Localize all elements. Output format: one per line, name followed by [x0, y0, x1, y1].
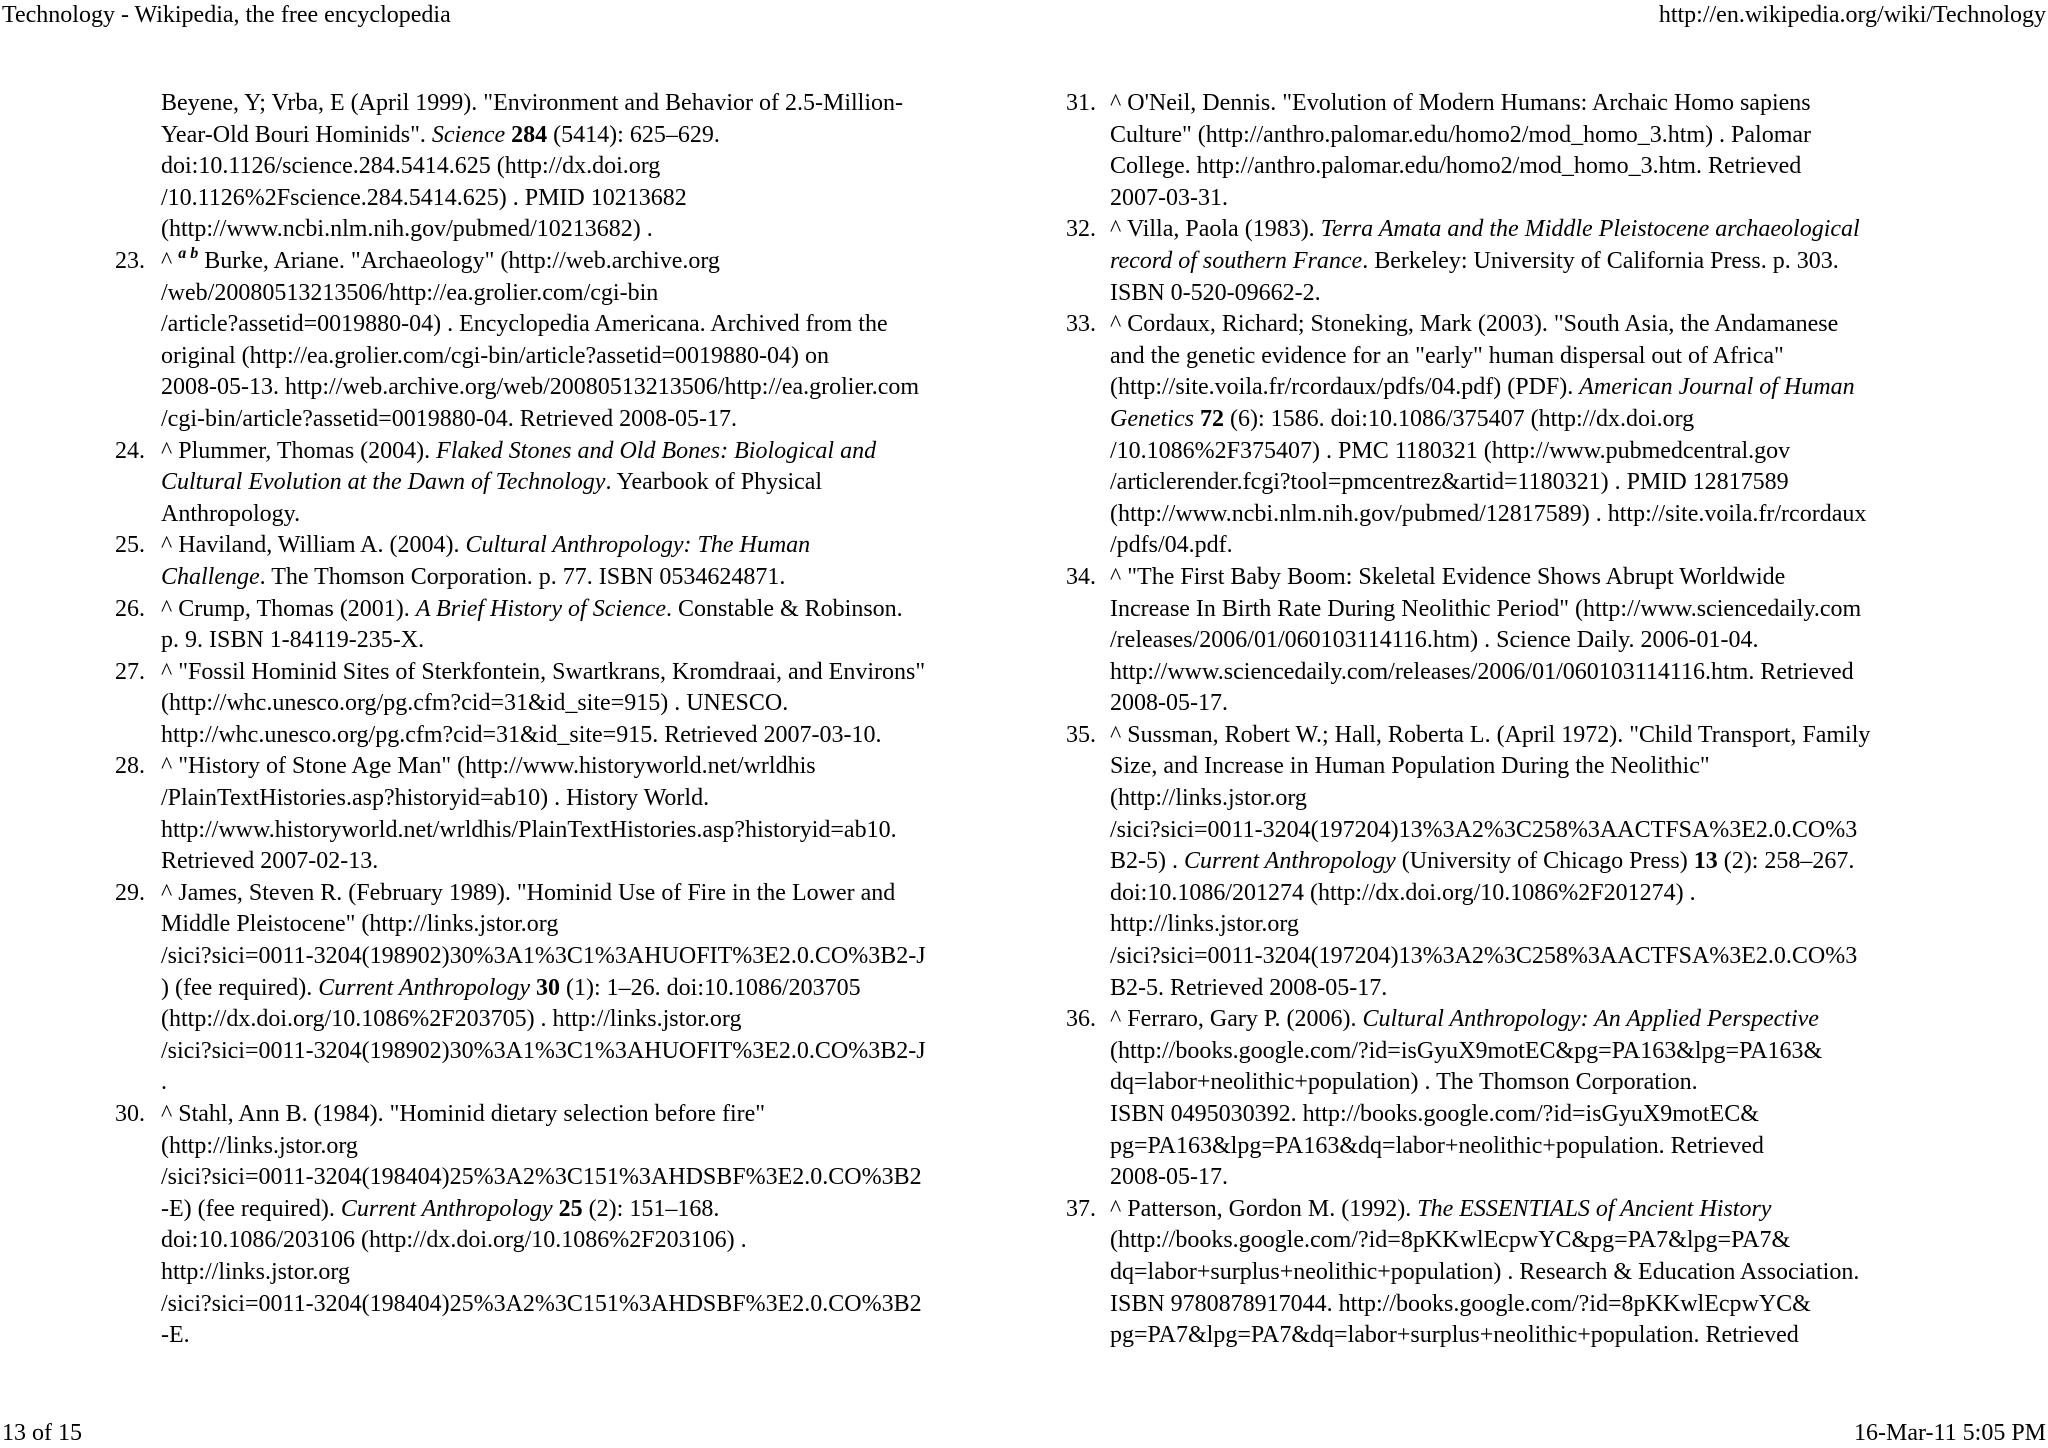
italic-text: American Journal of Human — [1579, 374, 1855, 401]
reference-line — [161, 1067, 1040, 1099]
reference-line — [1110, 1194, 2048, 1226]
reference-line — [1110, 625, 2048, 657]
reference-number: 28. — [115, 753, 145, 780]
reference-line — [1110, 1289, 2048, 1321]
reference-text: ^ Ferraro, Gary P. (2006). — [1110, 1006, 1363, 1033]
reference-text: ^ "History of Stone Age Man" (http://www.historyworld.net/wrldhis — [161, 753, 816, 780]
reference-text: /articlerender.fcgi?tool=pmcentrez&artid=1180321) . PMID 12817589 — [1110, 469, 1789, 496]
italic-text: Cultural Anthropology: An Applied Perspective — [1362, 1006, 1819, 1033]
reference-text: http://links.jstor.org — [161, 1258, 350, 1285]
reference-text: 2007-03-31. — [1110, 184, 1228, 211]
reference-text: /pdfs/04.pdf. — [1110, 532, 1233, 559]
reference-text: (http://www.ncbi.nlm.nih.gov/pubmed/12817589) . http://site.voila.fr/rcordaux — [1110, 500, 1867, 527]
reference-number: 31. — [1066, 90, 1096, 116]
reference-text: ^ — [161, 247, 179, 274]
reference-line — [1110, 1225, 2048, 1257]
reference-text: (5414): 625–629. — [547, 121, 720, 148]
reference-number: 29. — [115, 879, 145, 906]
reference-line — [1110, 1067, 2048, 1099]
reference-line — [1110, 341, 2048, 373]
reference-line — [161, 88, 1040, 120]
reference-text: /sici?sici=0011-3204(198404)25%3A2%3C151%3AHDSBF%3E2.0.CO%3B2 — [161, 1290, 922, 1317]
reference-number: 27. — [115, 658, 145, 685]
reference-line — [1110, 467, 2048, 499]
reference-line — [1110, 783, 2048, 815]
bold-volume: 30 — [536, 974, 561, 1001]
reference-line — [161, 1225, 1040, 1257]
reference-line — [1110, 278, 2048, 310]
reference-number: 32. — [1066, 216, 1096, 243]
reference-line — [1110, 436, 2048, 468]
reference-line — [161, 594, 1040, 626]
italic-text: record of southern France — [1110, 247, 1363, 274]
reference-text: http://www.sciencedaily.com/releases/2006/01/060103114116.htm. Retrieved — [1110, 658, 1854, 685]
reference-line — [161, 246, 1040, 278]
italic-text: Cultural Anthropology: The Human — [465, 532, 811, 559]
reference-text: dq=labor+neolithic+population) . The Thomson Corporation. — [1110, 1069, 1698, 1096]
reference-item — [0, 878, 1040, 1099]
reference-line — [161, 941, 1040, 973]
reference-text: ^ O'Neil, Dennis. "Evolution of Modern Humans: Archaic Homo sapiens — [1110, 90, 1811, 116]
page-footer — [0, 1418, 2048, 1448]
page-title: Technology - Wikipedia, the free encyclopedia — [2, 2, 451, 28]
reference-text: (http://www.ncbi.nlm.nih.gov/pubmed/10213682) . — [161, 216, 653, 243]
reference-text: ^ Villa, Paola (1983). — [1110, 216, 1321, 243]
reference-line — [1110, 309, 2048, 341]
reference-text: ^ Cordaux, Richard; Stoneking, Mark (2003). "South Asia, the Andamanese — [1110, 311, 1839, 338]
reference-text: ^ Sussman, Robert W.; Hall, Roberta L. (April 1972). "Child Transport, Family — [1110, 721, 1871, 748]
reference-line — [161, 815, 1040, 847]
reference-item — [0, 751, 1040, 877]
reference-text: . The Thomson Corporation. p. 77. ISBN 0534624871. — [259, 563, 786, 590]
reference-line — [161, 1036, 1040, 1068]
reference-line — [161, 783, 1040, 815]
reference-line — [1110, 720, 2048, 752]
reference-text: ) (fee required). — [161, 974, 319, 1001]
reference-line — [1110, 183, 2048, 215]
reference-text: ^ "The First Baby Boom: Skeletal Evidence Shows Abrupt Worldwide — [1110, 563, 1786, 590]
italic-text: A Brief History of Science — [415, 595, 666, 622]
reference-text: Year-Old Bouri Hominids". — [161, 121, 432, 148]
reference-item — [1060, 88, 2048, 214]
reference-text: /10.1126%2Fscience.284.5414.625) . PMID 10213682 — [161, 184, 687, 211]
reference-line — [161, 1194, 1040, 1226]
reference-line — [161, 1257, 1040, 1289]
reference-line — [161, 214, 1040, 246]
reference-line — [1110, 751, 2048, 783]
italic-text: Cultural Evolution at the Dawn of Technology — [161, 469, 606, 496]
reference-text: (http://site.voila.fr/rcordaux/pdfs/04.pdf) (PDF). — [1110, 374, 1580, 401]
reference-line — [1110, 941, 2048, 973]
reference-line — [161, 278, 1040, 310]
bold-volume: 284 — [511, 121, 548, 148]
bold-volume: 25 — [558, 1195, 583, 1222]
reference-text: (University of Chicago Press) — [1395, 848, 1694, 875]
reference-text: p. 9. ISBN 1-84119-235-X. — [161, 627, 425, 654]
reference-text: Middle Pleistocene" (http://links.jstor.org — [161, 911, 559, 938]
reference-line — [161, 846, 1040, 878]
reference-line — [1110, 562, 2048, 594]
reference-item — [0, 88, 1040, 246]
reference-text: 2008-05-13. http://web.archive.org/web/20080513213506/http://ea.grolier.com — [161, 374, 920, 401]
reference-line — [161, 562, 1040, 594]
reference-text: ^ Patterson, Gordon M. (1992). — [1110, 1195, 1418, 1222]
reference-line — [161, 1320, 1040, 1352]
reference-line — [1110, 1162, 2048, 1194]
reference-line — [161, 1289, 1040, 1321]
reference-text: ISBN 0-520-09662-2. — [1110, 279, 1321, 306]
reference-line — [161, 530, 1040, 562]
reference-number: 37. — [1066, 1195, 1096, 1222]
italic-text: Current Anthropology — [1184, 848, 1396, 875]
reference-line — [161, 404, 1040, 436]
reference-line — [1110, 909, 2048, 941]
reference-text: Increase In Birth Rate During Neolithic Period" (http://www.sciencedaily.com — [1110, 595, 1862, 622]
reference-text: /article?assetid=0019880-04) . Encyclopedia Americana. Archived from the — [161, 311, 888, 338]
reference-item — [1060, 214, 2048, 309]
reference-text: (http://whc.unesco.org/pg.cfm?cid=31&id_site=915) . UNESCO. — [161, 690, 789, 717]
reference-text: and the genetic evidence for an "early" human dispersal out of Africa" — [1110, 342, 1784, 369]
reference-item — [0, 436, 1040, 531]
italic-text: Current Anthropology — [318, 974, 531, 1001]
reference-text: doi:10.1086/201274 (http://dx.doi.org/10.1086%2F201274) . — [1110, 879, 1696, 906]
reference-line — [1110, 815, 2048, 847]
italic-text: Challenge — [161, 563, 260, 590]
italic-text: Science — [431, 121, 506, 148]
reference-text: Anthropology. — [161, 500, 301, 527]
reference-line — [161, 909, 1040, 941]
bold-volume: 72 — [1199, 405, 1224, 432]
reference-text: /sici?sici=0011-3204(198902)30%3A1%3C1%3AHUOFIT%3E2.0.CO%3B2-J — [161, 1037, 926, 1064]
reference-text: http://links.jstor.org — [1110, 911, 1299, 938]
reference-line — [161, 1004, 1040, 1036]
reference-line — [161, 499, 1040, 531]
reference-text: -E) (fee required). — [161, 1195, 341, 1222]
reference-line — [161, 1131, 1040, 1163]
reference-text: . Constable & Robinson. — [665, 595, 903, 622]
reference-line — [1110, 246, 2048, 278]
reference-text: pg=PA163&lpg=PA163&dq=labor+neolithic+population. Retrieved — [1110, 1132, 1764, 1159]
reference-line — [161, 467, 1040, 499]
italic-text: Terra Amata and the Middle Pleistocene archaeological — [1320, 216, 1860, 243]
reference-line — [1110, 404, 2048, 436]
reference-text: ^ Haviland, William A. (2004). — [161, 532, 466, 559]
reference-number: 35. — [1066, 721, 1096, 748]
reference-number: 25. — [115, 532, 145, 559]
reference-text: ^ "Fossil Hominid Sites of Sterkfontein, Swartkrans, Kromdraai, and Environs" — [161, 658, 926, 685]
reference-text: . Yearbook of Physical — [605, 469, 823, 496]
italic-text: Flaked Stones and Old Bones: Biological and — [436, 437, 877, 464]
reference-text: (http://dx.doi.org/10.1086%2F203705) . http://links.jstor.org — [161, 1006, 742, 1033]
reference-text: original (http://ea.grolier.com/cgi-bin/article?assetid=0019880-04) on — [161, 342, 830, 369]
reference-line — [1110, 878, 2048, 910]
reference-line — [1110, 120, 2048, 152]
reference-line — [1110, 499, 2048, 531]
reference-line — [161, 183, 1040, 215]
reference-text: http://whc.unesco.org/pg.cfm?cid=31&id_site=915. Retrieved 2007-03-10. — [161, 721, 882, 748]
reference-text: dq=labor+surplus+neolithic+population) . Research & Education Association. — [1110, 1258, 1860, 1285]
reference-line — [1110, 973, 2048, 1005]
reference-text: (http://links.jstor.org — [1110, 785, 1307, 812]
reference-line — [1110, 594, 2048, 626]
reference-text: pg=PA7&lpg=PA7&dq=labor+surplus+neolithic+population. Retrieved — [1110, 1322, 1799, 1349]
reference-text: (6): 1586. doi:10.1086/375407 (http://dx.doi.org — [1223, 405, 1695, 432]
italic-text: The ESSENTIALS of Ancient History — [1417, 1195, 1772, 1222]
reference-text: ^ Stahl, Ann B. (1984). "Hominid dietary selection before fire" — [161, 1101, 766, 1127]
reference-item — [1060, 720, 2048, 1004]
references-left-column — [0, 88, 1040, 1352]
reference-line — [161, 341, 1040, 373]
reference-item — [1060, 1194, 2048, 1352]
reference-line — [161, 625, 1040, 657]
reference-text: (2): 151–168. — [582, 1195, 720, 1222]
reference-line — [1110, 1099, 2048, 1131]
reference-item — [1060, 562, 2048, 720]
reference-line — [1110, 1036, 2048, 1068]
reference-item — [0, 657, 1040, 752]
reference-text: B2-5) . — [1110, 848, 1184, 875]
reference-text: College. http://anthro.palomar.edu/homo2/mod_homo_3.htm. Retrieved — [1110, 153, 1802, 180]
reference-number: 23. — [115, 247, 145, 274]
reference-number: 30. — [115, 1101, 145, 1127]
reference-text: /sici?sici=0011-3204(197204)13%3A2%3C258%3AACTFSA%3E2.0.CO%3 — [1110, 943, 1858, 970]
print-datetime: 16-Mar-11 5:05 PM — [1854, 1420, 2046, 1446]
reference-text: Culture" (http://anthro.palomar.edu/homo2/mod_homo_3.htm) . Palomar — [1110, 121, 1812, 148]
reference-text: (http://links.jstor.org — [161, 1132, 358, 1159]
reference-line — [161, 973, 1040, 1005]
reference-item — [1060, 1004, 2048, 1194]
reference-number: 33. — [1066, 311, 1096, 338]
reference-text: ISBN 9780878917044. http://books.google.com/?id=8pKKwlEcpwYC& — [1110, 1290, 1811, 1317]
reference-text: Beyene, Y; Vrba, E (April 1999). "Environment and Behavior of 2.5-Million- — [161, 90, 903, 116]
reference-text: /PlainTextHistories.asp?historyid=ab10) . History World. — [161, 785, 710, 812]
reference-text: /sici?sici=0011-3204(198902)30%3A1%3C1%3AHUOFIT%3E2.0.CO%3B2-J — [161, 943, 926, 970]
italic-text: Current Anthropology — [340, 1195, 553, 1222]
reference-text: (2): 258–267. — [1717, 848, 1855, 875]
reference-text: ^ Crump, Thomas (2001). — [161, 595, 416, 622]
page-number: 13 of 15 — [2, 1420, 82, 1446]
reference-text: (1): 1–26. doi:10.1086/203705 — [560, 974, 861, 1001]
reference-line — [161, 151, 1040, 183]
reference-text: /cgi-bin/article?assetid=0019880-04. Retrieved 2008-05-17. — [161, 405, 738, 432]
reference-line — [1110, 846, 2048, 878]
reference-text: /10.1086%2F375407) . PMC 1180321 (http://www.pubmedcentral.gov — [1110, 437, 1791, 464]
reference-line — [1110, 214, 2048, 246]
reference-line — [1110, 530, 2048, 562]
reference-text: doi:10.1126/science.284.5414.625 (http://dx.doi.org — [161, 153, 661, 180]
reference-text: 2008-05-17. — [1110, 690, 1228, 717]
reference-text: ^ James, Steven R. (February 1989). "Hominid Use of Fire in the Lower and — [161, 879, 896, 906]
reference-line — [161, 751, 1040, 783]
reference-text: (http://books.google.com/?id=8pKKwlEcpwYC&pg=PA7&lpg=PA7& — [1110, 1227, 1791, 1254]
reference-line — [161, 120, 1040, 152]
reference-line — [161, 1162, 1040, 1194]
reference-line — [161, 688, 1040, 720]
page-header — [0, 0, 2048, 30]
reference-line — [1110, 151, 2048, 183]
reference-line — [1110, 1131, 2048, 1163]
reference-line — [1110, 1257, 2048, 1289]
reference-line — [161, 436, 1040, 468]
reference-line — [1110, 372, 2048, 404]
reference-line — [1110, 688, 2048, 720]
reference-line — [161, 720, 1040, 752]
reference-text: http://www.historyworld.net/wrldhis/PlainTextHistories.asp?historyid=ab10. — [161, 816, 897, 843]
reference-text: . Berkeley: University of California Press. p. 303. — [1362, 247, 1839, 274]
reference-item — [0, 246, 1040, 436]
reference-item — [1060, 309, 2048, 562]
reference-line — [161, 878, 1040, 910]
reference-text: (http://books.google.com/?id=isGyuX9motEC&pg=PA163&lpg=PA163& — [1110, 1037, 1823, 1064]
reference-text: B2-5. Retrieved 2008-05-17. — [1110, 974, 1388, 1001]
reference-item — [0, 530, 1040, 593]
reference-text: ^ Plummer, Thomas (2004). — [161, 437, 437, 464]
reference-line — [161, 309, 1040, 341]
reference-text: /releases/2006/01/060103114116.htm) . Science Daily. 2006-01-04. — [1110, 627, 1759, 654]
reference-text: . — [161, 1069, 167, 1096]
reference-line — [1110, 1320, 2048, 1352]
reference-line — [161, 372, 1040, 404]
reference-text: /web/20080513213506/http://ea.grolier.com/cgi-bin — [161, 279, 659, 306]
reference-text: 2008-05-17. — [1110, 1164, 1228, 1191]
reference-number: 26. — [115, 595, 145, 622]
reference-text: -E. — [161, 1322, 190, 1349]
reference-text: /sici?sici=0011-3204(197204)13%3A2%3C258%3AACTFSA%3E2.0.CO%3 — [1110, 816, 1858, 843]
reference-text: /sici?sici=0011-3204(198404)25%3A2%3C151%3AHDSBF%3E2.0.CO%3B2 — [161, 1164, 922, 1191]
reference-text: Burke, Ariane. "Archaeology" (http://web.archive.org — [198, 247, 720, 274]
reference-line — [1110, 1004, 2048, 1036]
reference-number: 24. — [115, 437, 145, 464]
reference-text: doi:10.1086/203106 (http://dx.doi.org/10.1086%2F203106) . — [161, 1227, 747, 1254]
reference-item — [0, 594, 1040, 657]
bold-volume: 13 — [1693, 848, 1718, 875]
reference-text: Retrieved 2007-02-13. — [161, 848, 379, 875]
page-url: http://en.wikipedia.org/wiki/Technology — [1658, 2, 2046, 28]
reference-number: 34. — [1066, 563, 1096, 590]
reference-line — [161, 1099, 1040, 1131]
reference-line — [1110, 88, 2048, 120]
reference-line — [161, 657, 1040, 689]
backlink-letters: a b — [178, 244, 199, 262]
italic-text: Genetics — [1110, 405, 1194, 432]
reference-line — [1110, 657, 2048, 689]
reference-text: Size, and Increase in Human Population During the Neolithic" — [1110, 753, 1710, 780]
reference-text: ISBN 0495030392. http://books.google.com/?id=isGyuX9motEC& — [1110, 1101, 1759, 1127]
reference-number: 36. — [1066, 1006, 1096, 1033]
references-right-column — [1060, 88, 2048, 1352]
reference-item — [0, 1099, 1040, 1352]
